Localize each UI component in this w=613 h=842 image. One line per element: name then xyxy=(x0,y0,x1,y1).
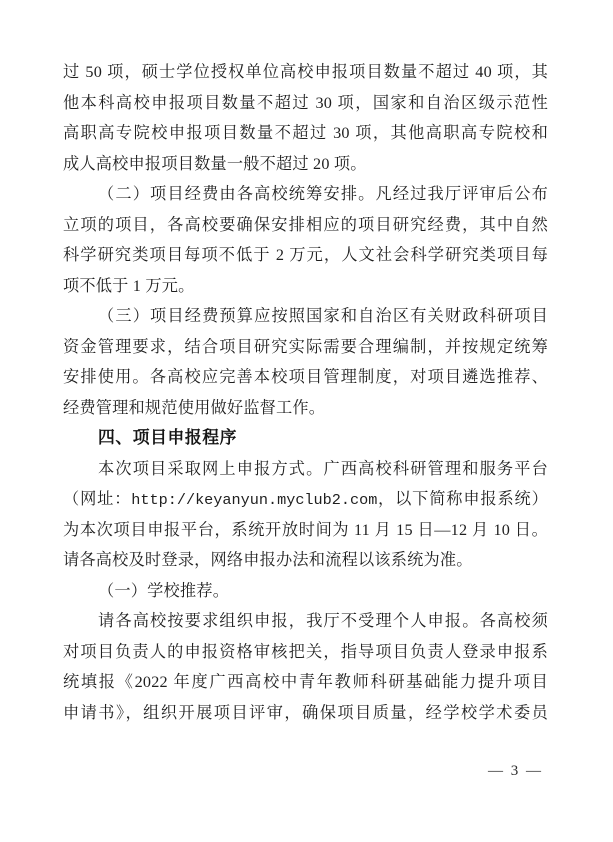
text-line: 安排使用。各高校应完善本校项目管理制度，对项目遴选推荐、 xyxy=(63,368,548,386)
section-heading: 四、项目申报程序 xyxy=(98,428,238,447)
page-number: — 3 — xyxy=(488,763,543,779)
paragraph-start-line: 请各高校按要求组织申报，我厅不受理个人申报。各高校须 xyxy=(98,612,548,630)
url-prefix-text: （网址： xyxy=(63,490,132,508)
text-line: 立项的项目，各高校要确保安排相应的项目研究经费，其中自然 xyxy=(63,215,548,234)
text-line: 统填报《2022 年度广西高校中青年教师科研基础能力提升项目 xyxy=(63,673,548,691)
text-line: 他本科高校申报项目数量不超过 30 项，国家和自治区级示范性 xyxy=(63,93,548,112)
subsection-heading-line: （一）学校推荐。 xyxy=(98,581,230,600)
paragraph-end-line: 项不低于 1 万元。 xyxy=(63,276,195,295)
text-line: 过 50 项，硕士学位授权单位高校申报项目数量不超过 40 项，其 xyxy=(63,63,548,81)
text-line: 资金管理要求，结合项目研究实际需要合理编制，并按规定统筹 xyxy=(63,337,548,356)
text-line: 科学研究类项目每项不低于 2 万元，人文社会科学研究类项目每 xyxy=(63,246,548,264)
text-line: 为本次项目申报平台，系统开放时间为 11 月 15 日—12 月 10 日。 xyxy=(63,520,548,539)
text-line-with-url xyxy=(63,484,548,515)
paragraph-end-line: 请各高校及时登录，网络申报办法和流程以该系统为准。 xyxy=(63,551,473,569)
url-text: http://keyanyun.myclub2.com xyxy=(131,491,378,509)
paragraph-end-line: 成人高校申报项目数量一般不超过 20 项。 xyxy=(63,154,367,173)
paragraph-start-line: （三）项目经费预算应按照国家和自治区有关财政科研项目 xyxy=(98,307,548,325)
paragraph-end-line: 经费管理和规范使用做好监督工作。 xyxy=(63,398,326,417)
text-line: 高职高专院校申报项目数量不超过 30 项，其他高职高专院校和 xyxy=(63,124,548,142)
url-suffix-text: ，以下简称申报系统） xyxy=(377,490,548,508)
text-line: 对项目负责人的申报资格审核把关，指导项目负责人登录申报系 xyxy=(63,642,548,661)
paragraph-start-line: （二）项目经费由各高校统筹安排。凡经过我厅评审后公布 xyxy=(98,185,548,203)
document-body xyxy=(63,57,548,728)
text-line: 申请书》，组织开展项目评审，确保项目质量，经学校学术委员 xyxy=(63,703,548,722)
paragraph-start-line: 本次项目采取网上申报方式。广西高校科研管理和服务平台 xyxy=(98,459,548,478)
